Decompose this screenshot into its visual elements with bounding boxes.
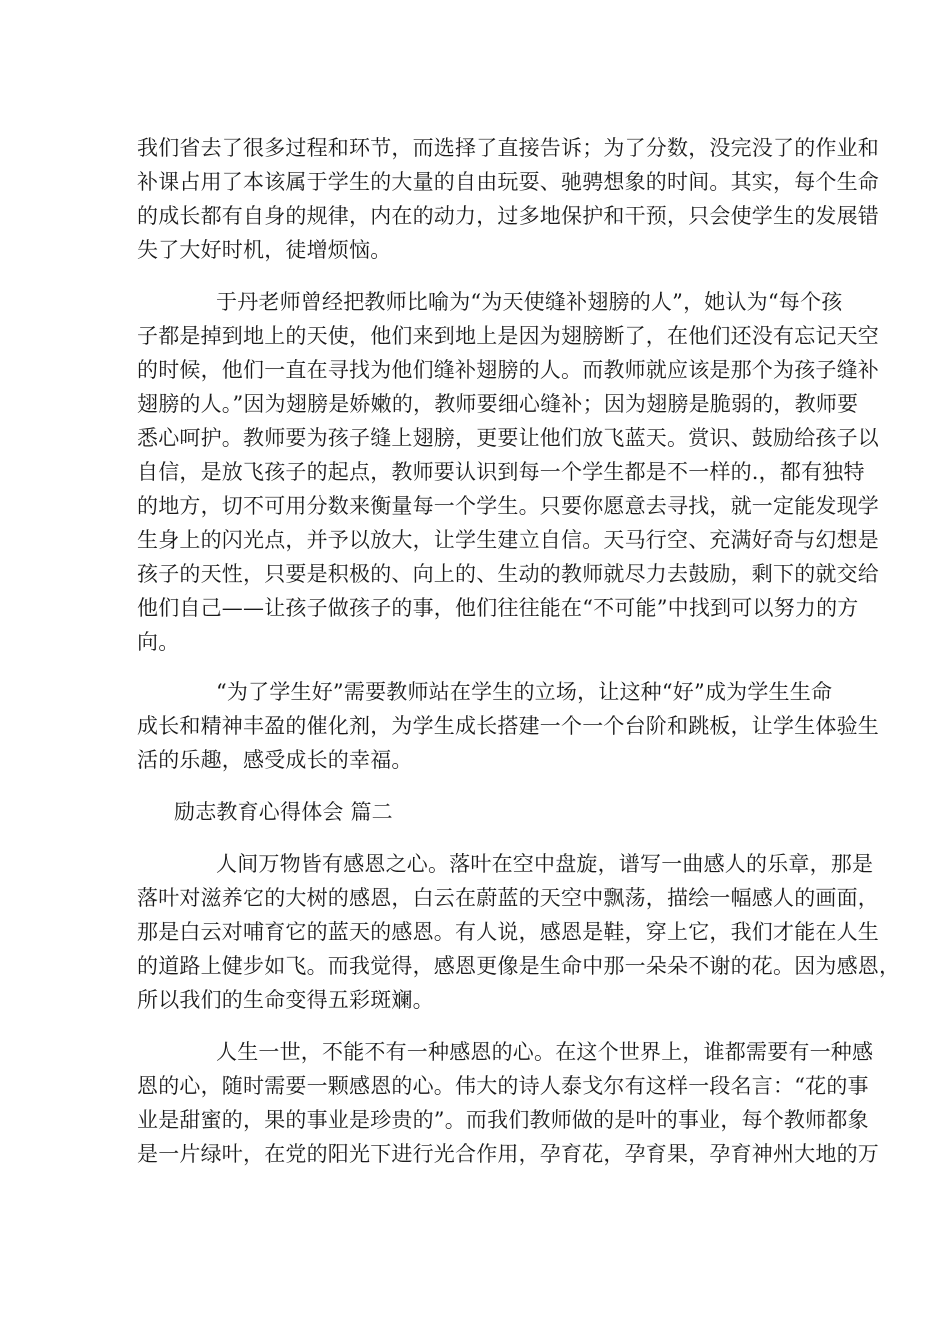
text-line: 的地方，切不可用分数来衡量每一个学生。只要你愿意去寻找，就一定能发现学 bbox=[137, 494, 879, 518]
text-line: 落叶对滋养它的大树的感恩，白云在蔚蓝的天空中飘荡，描绘一幅感人的画面， bbox=[137, 886, 879, 910]
text-line: 翅膀的人。”因为翅膀是娇嫩的，教师要细心缝补；因为翅膀是脆弱的，教师要 bbox=[137, 392, 859, 416]
text-line: 子都是掉到地上的天使，他们来到地上是因为翅膀断了，在他们还没有忘记天空 bbox=[137, 324, 879, 348]
text-line: 活的乐趣，感受成长的幸福。 bbox=[137, 748, 413, 772]
text-line: 向。 bbox=[137, 630, 180, 654]
text-line: 成长和精神丰盈的催化剂，为学生成长搭建一个一个台阶和跳板，让学生体验生 bbox=[137, 714, 879, 738]
section-heading: 励志教育心得体会 篇二 bbox=[174, 800, 393, 824]
text-line: 补课占用了本该属于学生的大量的自由玩耍、驰骋想象的时间。其实，每个生命 bbox=[137, 170, 879, 194]
text-line: 恩的心，随时需要一颗感恩的心。伟大的诗人泰戈尔有这样一段名言：“花的事 bbox=[137, 1074, 869, 1098]
text-line: 他们自己——让孩子做孩子的事，他们往往能在“不可能”中找到可以努力的方 bbox=[137, 596, 859, 620]
text-line: 那是白云对哺育它的蓝天的感恩。有人说，感恩是鞋，穿上它，我们才能在人生 bbox=[137, 920, 879, 944]
text-line: 的道路上健步如飞。而我觉得，感恩更像是生命中那一朵朵不谢的花。因为感恩， bbox=[137, 954, 901, 978]
text-line: 人间万物皆有感恩之心。落叶在空中盘旋，谱写一曲感人的乐章，那是 bbox=[216, 852, 874, 876]
text-line: 的成长都有自身的规律，内在的动力，过多地保护和干预，只会使学生的发展错 bbox=[137, 204, 879, 228]
text-line: 悉心呵护。教师要为孩子缝上翅膀，更要让他们放飞蓝天。赏识、鼓励给孩子以 bbox=[137, 426, 879, 450]
text-line: 自信，是放飞孩子的起点，教师要认识到每一个学生都是不一样的.，都有独特 bbox=[137, 460, 865, 484]
text-line: 人生一世，不能不有一种感恩的心。在这个世界上，谁都需要有一种感 bbox=[216, 1040, 874, 1064]
text-line: 是一片绿叶，在党的阳光下进行光合作用，孕育花，孕育果，孕育神州大地的万 bbox=[137, 1142, 879, 1166]
text-line: 业是甜蜜的，果的事业是珍贵的”。而我们教师做的是叶的事业，每个教师都象 bbox=[137, 1108, 869, 1132]
text-line: 的时候，他们一直在寻找为他们缝补翅膀的人。而教师就应该是那个为孩子缝补 bbox=[137, 358, 879, 382]
text-line: “为了学生好”需要教师站在学生的立场，让这种“好”成为学生生命 bbox=[216, 680, 833, 704]
text-line: 生身上的闪光点，并予以放大，让学生建立自信。天马行空、充满好奇与幻想是 bbox=[137, 528, 879, 552]
text-line: 失了大好时机，徒增烦恼。 bbox=[137, 238, 392, 262]
text-line: 于丹老师曾经把教师比喻为“为天使缝补翅膀的人”，她认为“每个孩 bbox=[216, 290, 843, 314]
text-line: 所以我们的生命变得五彩斑斓。 bbox=[137, 988, 434, 1012]
text-line: 我们省去了很多过程和环节，而选择了直接告诉；为了分数，没完没了的作业和 bbox=[137, 136, 879, 160]
text-line: 孩子的天性，只要是积极的、向上的、生动的教师就尽力去鼓励，剩下的就交给 bbox=[137, 562, 879, 586]
